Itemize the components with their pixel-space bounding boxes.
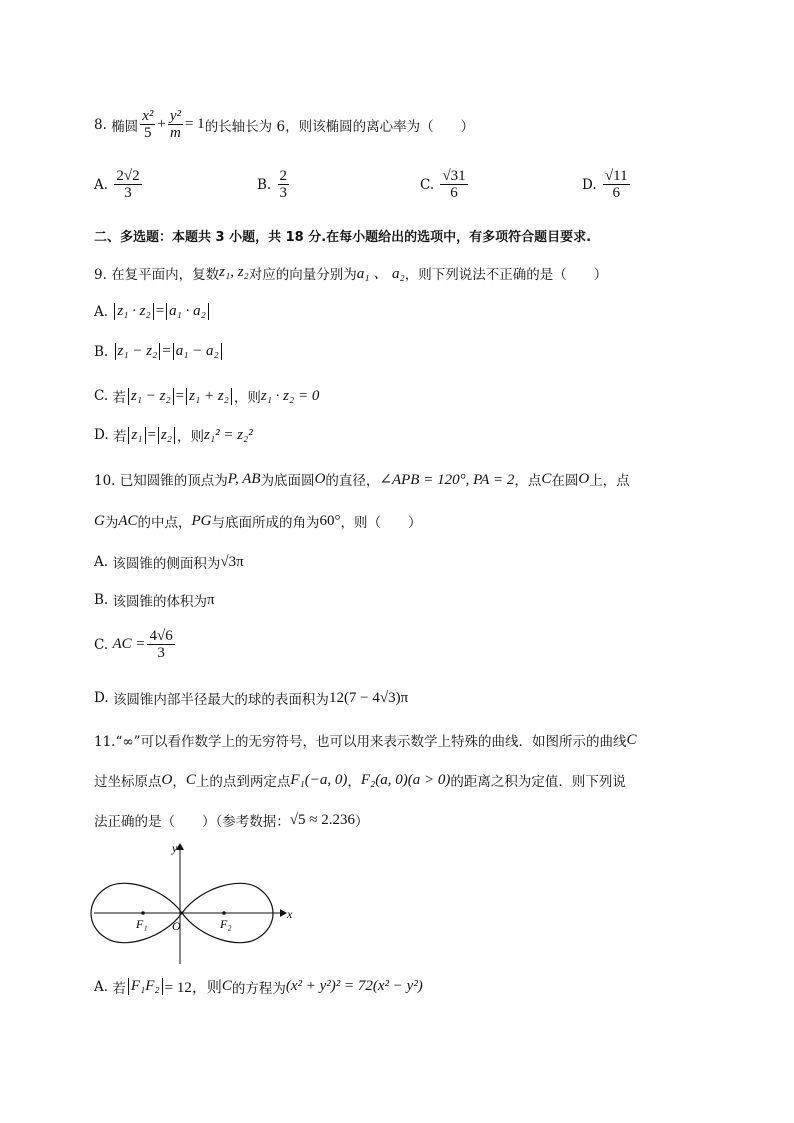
- q8-frac2: $\frac{\text{y²}}{m}$: [169, 108, 181, 141]
- q8-option-c: C. $\frac{√31}{6}$: [420, 168, 466, 201]
- q10-option-c: C. AC = $\frac{4√6}{3}$: [94, 628, 173, 661]
- q10-option-b: B. 该圆锥的体积为 π: [94, 591, 215, 610]
- q8-option-a: A. $\frac{2√2}{3}$: [94, 168, 140, 201]
- q9-option-b: B. z₁ − z₂ = a₁ − a₂: [94, 343, 224, 360]
- q8-eq-tail: = 1: [184, 116, 205, 132]
- q8-number: 8.: [94, 116, 107, 133]
- q9-option-d: D. 若 z₁ = z₂ ，则 z₁² = z₂²: [94, 426, 253, 445]
- q11-stem-line2: 过坐标原点 O ， C 上的点到两定点 F₁(−a, 0) ， F₂(a, 0)(a > 0) 的距离之积为定值．则下列说: [94, 771, 626, 790]
- f1-point: [141, 911, 145, 915]
- q8-option-d: D. $\frac{√11}{6}$: [582, 168, 628, 201]
- q9-stem: 9. 在复平面内，复数 z₁, z₂ 对应的向量分别为 a₁ 、 a₂ ，则下列说法不正确的是（ ）: [94, 264, 608, 283]
- q10-stem-line2: G 为 AC 的中点， PG 与底面所成的角为 60° ，则（ ）: [94, 512, 422, 531]
- q11-stem-line1: 11.“∞”可以看作数学上的无穷符号，也可以用来表示数学上特殊的曲线．如图所示的曲线 C: [94, 731, 637, 750]
- f2-label: F₂: [220, 917, 232, 931]
- q11-option-a: A. 若 F₁F₂ = 12，则 C 的方程为 (x² + y²)² = 72(x² − y²): [94, 978, 423, 997]
- section2-title: 二、多选题：本题共 3 小题，共 18 分.在每小题给出的选项中，有多项符合题目要求.: [94, 230, 592, 245]
- q8-option-b: B. $\frac{2}{3}$: [257, 168, 288, 201]
- q8-frac1: $\frac{\text{x²}}{5}$: [142, 108, 154, 141]
- q10-option-a: A. 该圆锥的侧面积为 √3π: [94, 553, 244, 572]
- f1-label: F₁: [136, 917, 148, 931]
- q9-option-a: A. z₁ · z₂ = a₁ · a₂: [94, 303, 211, 320]
- q10-option-d: D. 该圆锥内部半径最大的球的表面积为 12(7 − 4√3)π: [94, 689, 409, 708]
- q9-option-c: C. 若 z₁ − z₂ = z₁ + z₂ ，则 z₁ · z₂ = 0: [94, 387, 320, 406]
- lemniscate-figure: [90, 838, 300, 968]
- f2-point: [222, 911, 226, 915]
- q8-stem: [94, 108, 474, 141]
- x-axis-label: x: [287, 907, 293, 921]
- q8-pre: 椭圆: [111, 118, 139, 135]
- y-axis-label: y: [172, 841, 178, 855]
- q11-stem-line3: 法正确的是（ ）（参考数据： √5 ≈ 2.236 ）: [94, 811, 369, 830]
- q10-stem-line1: 10. 已知圆锥的顶点为 P, AB 为底面圆 O 的直径， ∠APB = 120°, PA = 2 ，点 C 在圆 O 上，点: [94, 470, 630, 489]
- q8-text: 的长轴长为 6，则该椭圆的离心率为（ ）: [204, 118, 475, 135]
- origin-label: O: [172, 919, 181, 933]
- q8-plus: +: [157, 116, 166, 132]
